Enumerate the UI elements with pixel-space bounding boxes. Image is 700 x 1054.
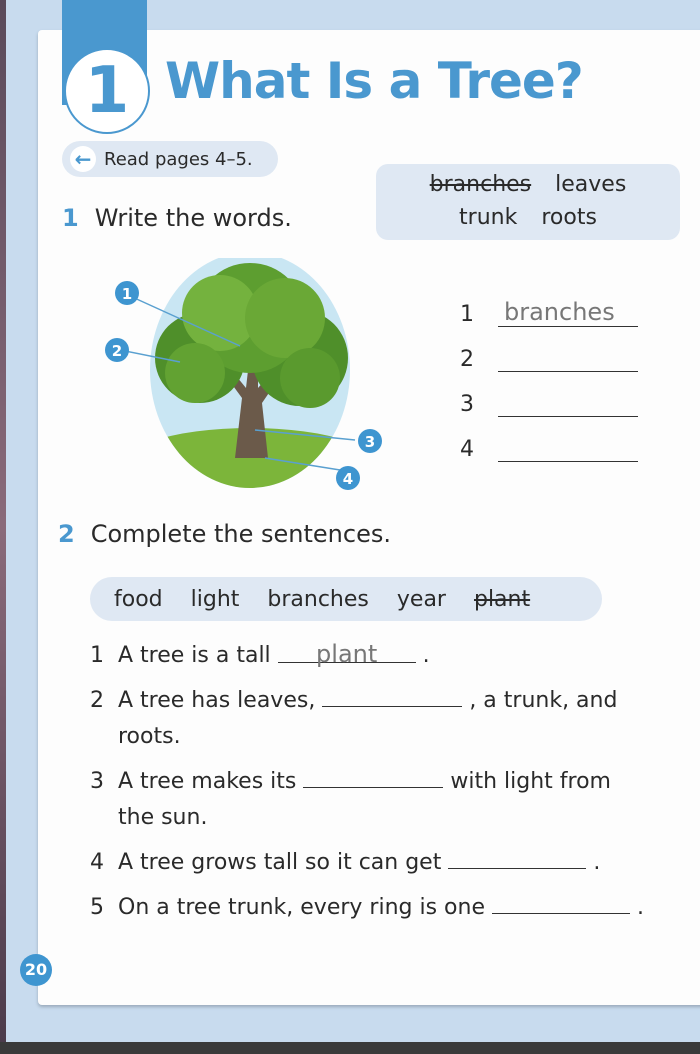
sentence-text: , a trunk, and bbox=[469, 688, 618, 713]
answer-blank[interactable] bbox=[498, 342, 638, 372]
word-bank-word: food bbox=[114, 586, 163, 612]
answer-row bbox=[460, 372, 638, 417]
arrow-left-icon: ← bbox=[70, 146, 96, 172]
word-bank-word: branches bbox=[429, 172, 532, 197]
callout-3 bbox=[358, 429, 382, 453]
book-bottom-edge bbox=[0, 1042, 700, 1054]
sentence-number: 1 bbox=[90, 643, 104, 668]
word-bank-1 bbox=[376, 164, 680, 240]
answer-row bbox=[460, 327, 638, 372]
answer-blank[interactable]: branches bbox=[498, 297, 638, 327]
sentence-text: A tree is a tall bbox=[118, 643, 271, 668]
sentence-text: . bbox=[593, 850, 601, 875]
word-bank-word: plant bbox=[473, 586, 531, 612]
exercise-instruction: Write the words. bbox=[94, 204, 292, 232]
word-bank-word: branches bbox=[267, 586, 369, 612]
sentence-blank[interactable] bbox=[303, 761, 443, 788]
sentence-5 bbox=[90, 887, 680, 926]
sentence-text: . bbox=[422, 643, 430, 668]
answer-number: 4 bbox=[460, 437, 474, 462]
answer-row bbox=[460, 417, 638, 462]
callout-1 bbox=[115, 281, 139, 305]
read-pages-text: Read pages 4–5. bbox=[104, 148, 253, 170]
sentence-2 bbox=[90, 680, 680, 755]
sentence-text: roots. bbox=[118, 724, 181, 749]
sentence-text: A tree grows tall so it can get bbox=[118, 850, 442, 875]
word-bank-word: year bbox=[396, 586, 446, 612]
exercise-number: 2 bbox=[58, 520, 75, 548]
sentence-number: 5 bbox=[90, 895, 104, 920]
sentence-number: 3 bbox=[90, 769, 104, 794]
exercise-1-heading bbox=[62, 204, 292, 232]
sentence-list bbox=[90, 636, 680, 932]
callout-number: 3 bbox=[364, 433, 376, 451]
sentence-3 bbox=[90, 761, 680, 836]
callout-4 bbox=[336, 466, 360, 490]
callout-number: 4 bbox=[342, 470, 354, 488]
answer-number: 1 bbox=[460, 302, 474, 327]
sentence-number: 4 bbox=[90, 850, 104, 875]
answer-number: 2 bbox=[460, 347, 474, 372]
sentence-blank[interactable] bbox=[448, 842, 586, 869]
exercise-instruction: Complete the sentences. bbox=[90, 520, 391, 548]
sentence-blank[interactable] bbox=[322, 680, 462, 707]
sentence-4 bbox=[90, 842, 680, 881]
word-bank-word: light bbox=[190, 586, 240, 612]
sentence-blank[interactable]: plant bbox=[278, 636, 416, 663]
page-title: What Is a Tree? bbox=[165, 52, 583, 110]
answer-blank[interactable] bbox=[498, 432, 638, 462]
sentence-blank[interactable] bbox=[492, 887, 630, 914]
unit-number: 1 bbox=[64, 48, 150, 134]
exercise-number: 1 bbox=[62, 204, 79, 232]
word-bank-word: roots bbox=[541, 205, 597, 230]
sentence-text: A tree has leaves, bbox=[118, 688, 316, 713]
sentence-text: . bbox=[636, 895, 644, 920]
read-pages-pill bbox=[62, 141, 278, 177]
exercise-2-heading bbox=[58, 520, 391, 548]
page-number: 20 bbox=[20, 954, 52, 986]
sentence-number: 2 bbox=[90, 688, 104, 713]
answer-number: 3 bbox=[460, 392, 474, 417]
answer-blank[interactable] bbox=[498, 387, 638, 417]
callout-number: 1 bbox=[121, 285, 133, 303]
word-bank-2 bbox=[90, 577, 602, 621]
sentence-1 bbox=[90, 636, 680, 674]
book-edge bbox=[0, 0, 6, 1054]
answer-row bbox=[460, 282, 638, 327]
sentence-text: with light from bbox=[450, 769, 611, 794]
answer-list-1 bbox=[460, 282, 638, 462]
sentence-text: the sun. bbox=[118, 805, 208, 830]
word-bank-word: leaves bbox=[555, 172, 627, 197]
tree-illustration bbox=[100, 258, 400, 498]
sentence-text: On a tree trunk, every ring is one bbox=[118, 895, 485, 920]
sentence-text: A tree makes its bbox=[118, 769, 297, 794]
word-bank-word: trunk bbox=[459, 205, 518, 230]
callout-2 bbox=[105, 338, 129, 362]
callout-number: 2 bbox=[111, 342, 123, 360]
